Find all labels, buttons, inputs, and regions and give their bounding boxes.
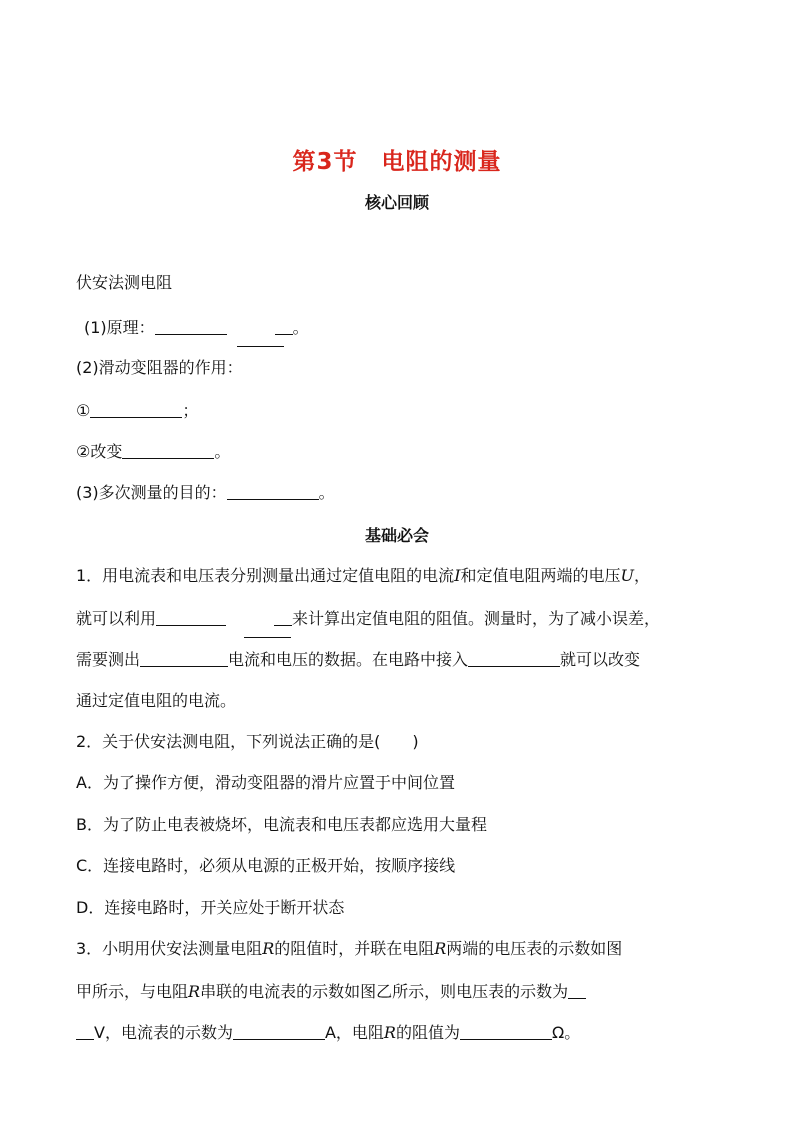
principle-line	[84, 316, 734, 339]
q1-underline	[244, 637, 291, 638]
item2-blank	[122, 442, 214, 459]
principle-underline	[237, 346, 284, 347]
var-r-3: R	[188, 982, 201, 1001]
q1-text-8: 就可以改变	[560, 650, 641, 669]
q2-option-b: B．为了防止电表被烧坏，电流表和电压表都应选用大量程	[76, 815, 487, 834]
principle-label: (1)原理：	[84, 318, 155, 337]
rheostat-item-2	[76, 440, 726, 463]
q1-blank-1b	[274, 609, 292, 626]
purpose-end: 。	[318, 483, 335, 502]
item2-label: ②改变	[76, 442, 123, 461]
q1-text-4: 就可以利用	[76, 609, 157, 628]
section-heading-core: 核心回顾	[364, 193, 429, 212]
q1-text-1: 1．用电流表和电压表分别测量出通过定值电阻的电流	[76, 566, 455, 585]
q3-text-7: A，电阻	[324, 1023, 384, 1042]
purpose-label: (3)多次测量的目的：	[76, 483, 227, 502]
page-title: 第3节 电阻的测量	[292, 149, 502, 175]
principle-end: 。	[292, 318, 309, 337]
q1-text-2: 和定值电阻两端的电压	[460, 566, 621, 585]
q3-blank-3	[460, 1023, 552, 1040]
q2-stem: 2．关于伏安法测电阻，下列说法正确的是( )	[76, 732, 419, 751]
q3-text-6: V，电流表的示数为	[94, 1023, 233, 1042]
var-r-4: R	[383, 1023, 396, 1042]
q3-line-2	[76, 980, 726, 1003]
q3-text-3: 两端的电压表的示数如图	[446, 939, 623, 958]
q1-text-6: 需要测出	[76, 650, 141, 669]
q1-blank-1	[156, 609, 226, 626]
q1-text-5: 来计算出定值电阻的阻值。测量时，为了减小误差，	[292, 609, 661, 628]
principle-blank-1	[155, 318, 227, 335]
q3-text-4: 甲所示，与电阻	[76, 982, 189, 1001]
q3-blank-1a	[568, 982, 586, 999]
q3-text-9: Ω。	[551, 1023, 581, 1042]
q3-blank-1b	[76, 1023, 94, 1040]
q1-line-3	[76, 648, 726, 671]
purpose-line	[76, 481, 726, 504]
section-heading-basic: 基础必会	[364, 526, 429, 545]
q2-option-d: D．连接电路时，开关应处于断开状态	[76, 898, 345, 917]
q3-text-8: 的阻值为	[395, 1023, 460, 1042]
purpose-blank	[227, 483, 319, 500]
item1-blank	[90, 401, 182, 418]
var-r-2: R	[434, 939, 447, 958]
q3-line-1	[76, 938, 726, 960]
q2-option-a: A．为了操作方便，滑动变阻器的滑片应置于中间位置	[76, 773, 455, 792]
item1-end: ；	[182, 401, 199, 420]
q3-blank-2	[233, 1023, 325, 1040]
q3-text-2: 的阻值时，并联在电阻	[274, 939, 435, 958]
q2-option-c: C．连接电路时，必须从电源的正极开始，按顺序接线	[76, 856, 456, 875]
q1-blank-3	[468, 650, 560, 667]
item2-end: 。	[214, 442, 231, 461]
q1-line-2	[76, 607, 726, 630]
q1-line-1	[76, 565, 726, 587]
rheostat-item-1	[76, 399, 726, 422]
q1-text-7: 电流和电压的数据。在电路中接入	[228, 650, 469, 669]
q3-text-5: 串联的电流表的示数如图乙所示，则电压表的示数为	[200, 982, 569, 1001]
q1-line-4: 通过定值电阻的电流。	[76, 691, 237, 710]
item1-label: ①	[76, 401, 91, 420]
var-u: U	[620, 566, 635, 585]
q1-text-3: ，	[634, 566, 651, 585]
q1-blank-2	[140, 650, 228, 667]
q3-line-3	[76, 1021, 726, 1044]
var-r-1: R	[262, 939, 275, 958]
rheostat-label: (2)滑动变阻器的作用：	[76, 358, 243, 377]
var-i: I	[454, 566, 461, 585]
principle-blank-2	[275, 318, 293, 335]
q3-text-1: 3．小明用伏安法测量电阻	[76, 939, 263, 958]
core-heading: 伏安法测电阻	[76, 273, 173, 292]
